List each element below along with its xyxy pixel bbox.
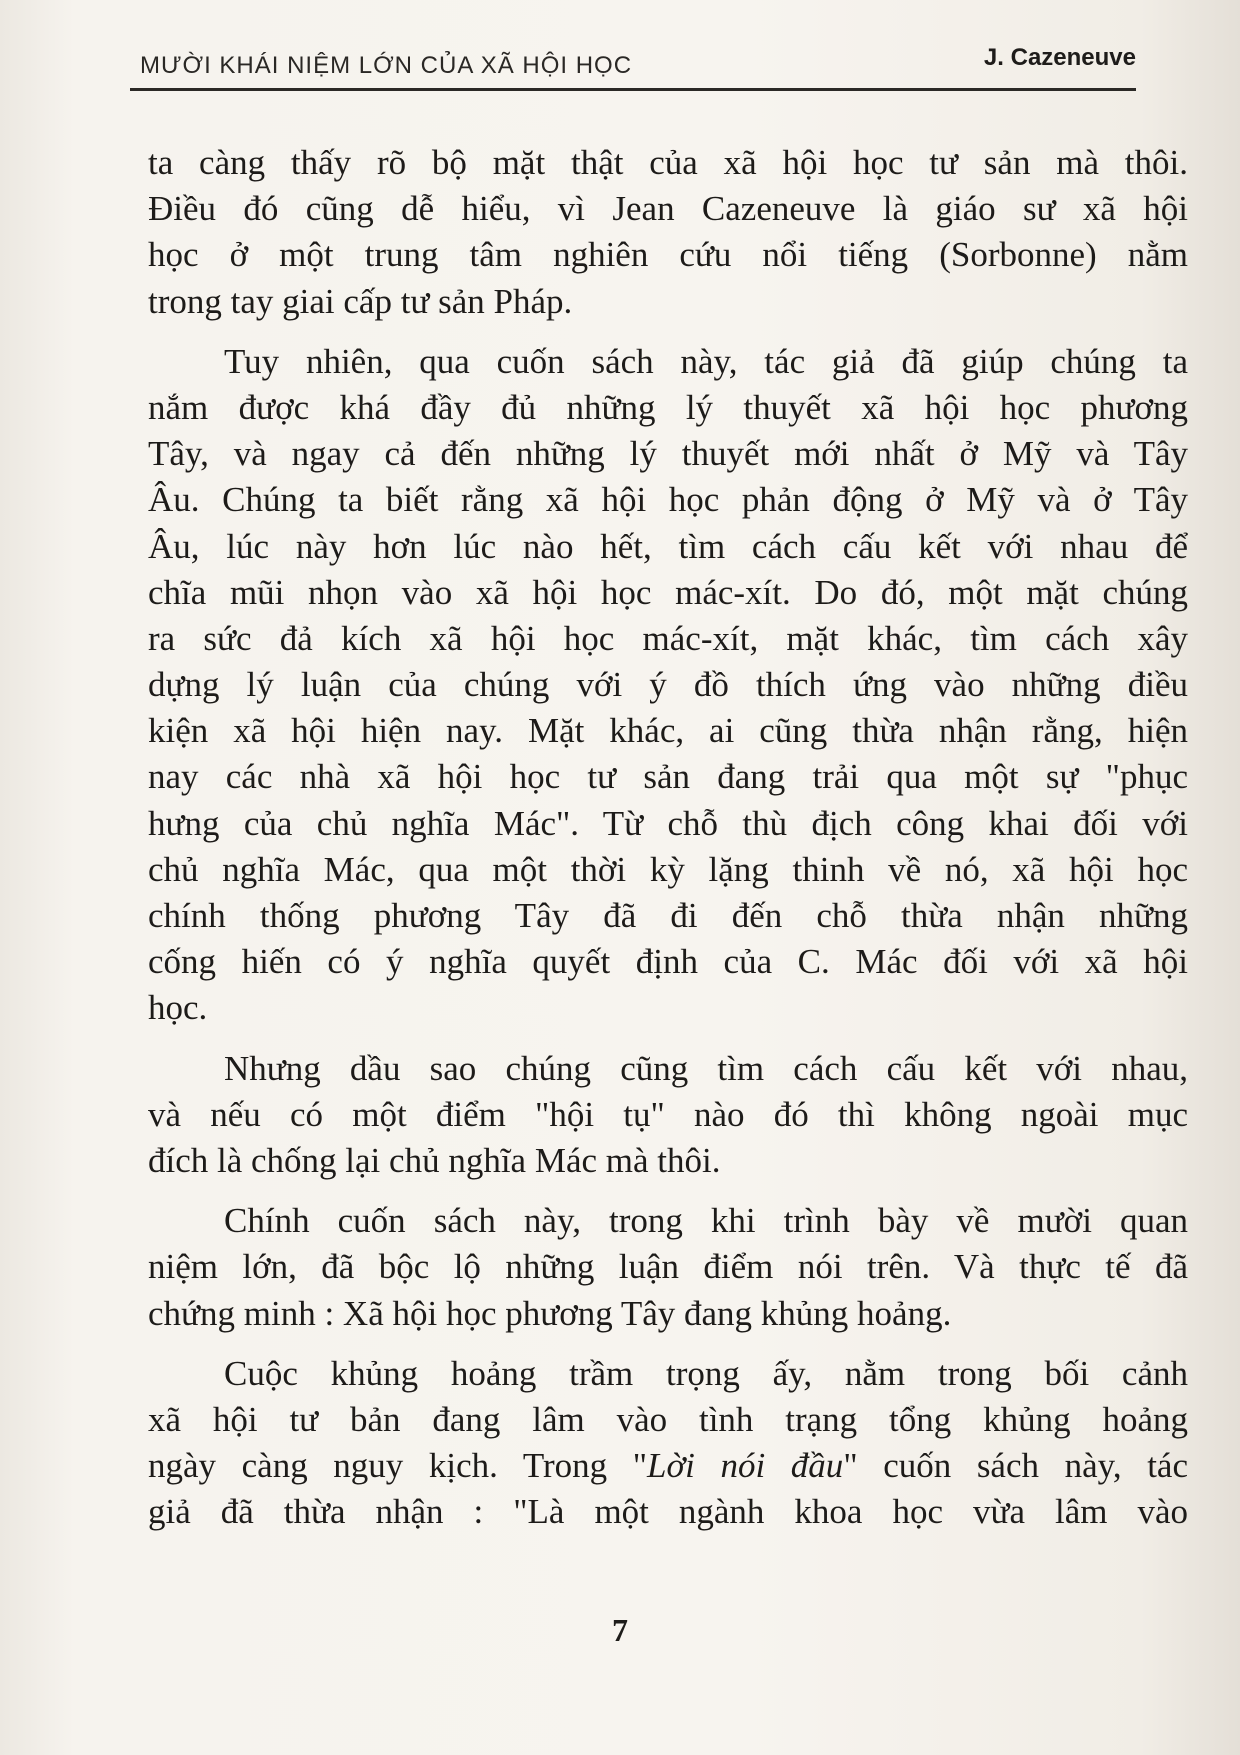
italic-title-run: Lời nói đầu — [647, 1446, 844, 1486]
paragraph-3 — [148, 1046, 1188, 1185]
text-line: cống hiến có ý nghĩa quyết định của C. Mác đối với xã hội — [148, 942, 1188, 982]
text-line: niệm lớn, đã bộc lộ những luận điểm nói trên. Và thực tế đã — [148, 1247, 1188, 1287]
text-line: xã hội tư bản đang lâm vào tình trạng tổng khủng hoảng — [148, 1399, 1188, 1439]
text-line: chủ nghĩa Mác, qua một thời kỳ lặng thinh về nó, xã hội học — [148, 849, 1188, 889]
paragraph-gap — [148, 325, 1188, 339]
text-line: kiện xã hội hiện nay. Mặt khác, ai cũng thừa nhận rằng, hiện — [148, 711, 1188, 751]
paragraph-gap — [148, 1032, 1188, 1046]
text-line: Tây, và ngay cả đến những lý thuyết mới nhất ở Mỹ và Tây — [148, 434, 1188, 474]
text-line: chĩa mũi nhọn vào xã hội học mác-xít. Do đó, một mặt chúng — [148, 572, 1188, 612]
text-line-with-italic — [148, 1443, 1188, 1489]
text-line: Cuộc khủng hoảng trầm trọng ấy, nằm trong bối cảnh — [224, 1353, 1188, 1393]
running-header-title: MƯỜI KHÁI NIỆM LỚN CỦA XÃ HỘI HỌC — [140, 52, 633, 79]
running-header-author: J. Cazeneuve — [983, 44, 1136, 71]
running-header — [140, 44, 1136, 84]
text-run: " cuốn sách này, tác — [843, 1446, 1188, 1486]
paragraph-1 — [148, 140, 1188, 325]
text-line: Âu, lúc này hơn lúc nào hết, tìm cách cấu kết với nhau để — [148, 526, 1188, 566]
paragraph-5 — [148, 1351, 1188, 1536]
text-line: học ở một trung tâm nghiên cứu nổi tiếng (Sorbonne) nằm — [148, 235, 1188, 275]
text-line: chính thống phương Tây đã đi đến chỗ thừa nhận những — [148, 896, 1188, 935]
text-line: giả đã thừa nhận : "Là một ngành khoa học vừa lâm vào — [148, 1492, 1188, 1532]
text-line: Âu. Chúng ta biết rằng xã hội học phản động ở Mỹ và ở Tây — [148, 480, 1188, 520]
text-line: nắm được khá đầy đủ những lý thuyết xã hội học phương — [148, 387, 1188, 427]
header-rule — [130, 88, 1136, 91]
text-line: Chính cuốn sách này, trong khi trình bày về mười quan — [224, 1201, 1188, 1241]
page-number: 7 — [612, 1612, 628, 1648]
text-line: ra sức đả kích xã hội học mác-xít, mặt khác, tìm cách xây — [148, 618, 1188, 658]
paragraph-2 — [148, 339, 1188, 1032]
paragraph-gap — [148, 1184, 1188, 1198]
text-line: dựng lý luận của chúng với ý đồ thích ứng vào những điều — [148, 665, 1188, 705]
text-line: nay các nhà xã hội học tư sản đang trải qua một sự "phục — [148, 757, 1188, 797]
text-line: và nếu có một điểm "hội tụ" nào đó thì không ngoài mục — [148, 1094, 1188, 1134]
paragraph-4 — [148, 1198, 1188, 1337]
body-text — [148, 140, 1188, 1535]
text-line: học. — [148, 988, 208, 1028]
text-line: ta càng thấy rõ bộ mặt thật của xã hội học tư sản mà thôi. — [148, 143, 1188, 182]
text-line: đích là chống lại chủ nghĩa Mác mà thôi. — [148, 1140, 721, 1180]
text-line: Điều đó cũng dễ hiểu, vì Jean Cazeneuve là giáo sư xã hội — [148, 189, 1188, 229]
text-line: Tuy nhiên, qua cuốn sách này, tác giả đã giúp chúng ta — [224, 341, 1188, 381]
text-line: Nhưng dầu sao chúng cũng tìm cách cấu kết với nhau, — [224, 1048, 1188, 1088]
paragraph-gap — [148, 1337, 1188, 1351]
text-run: ngày càng nguy kịch. Trong " — [148, 1446, 648, 1486]
text-line: hưng của chủ nghĩa Mác". Từ chỗ thù địch công khai đối với — [148, 803, 1188, 843]
text-line: trong tay giai cấp tư sản Pháp. — [148, 281, 573, 321]
text-line: chứng minh : Xã hội học phương Tây đang khủng hoảng. — [148, 1293, 952, 1333]
